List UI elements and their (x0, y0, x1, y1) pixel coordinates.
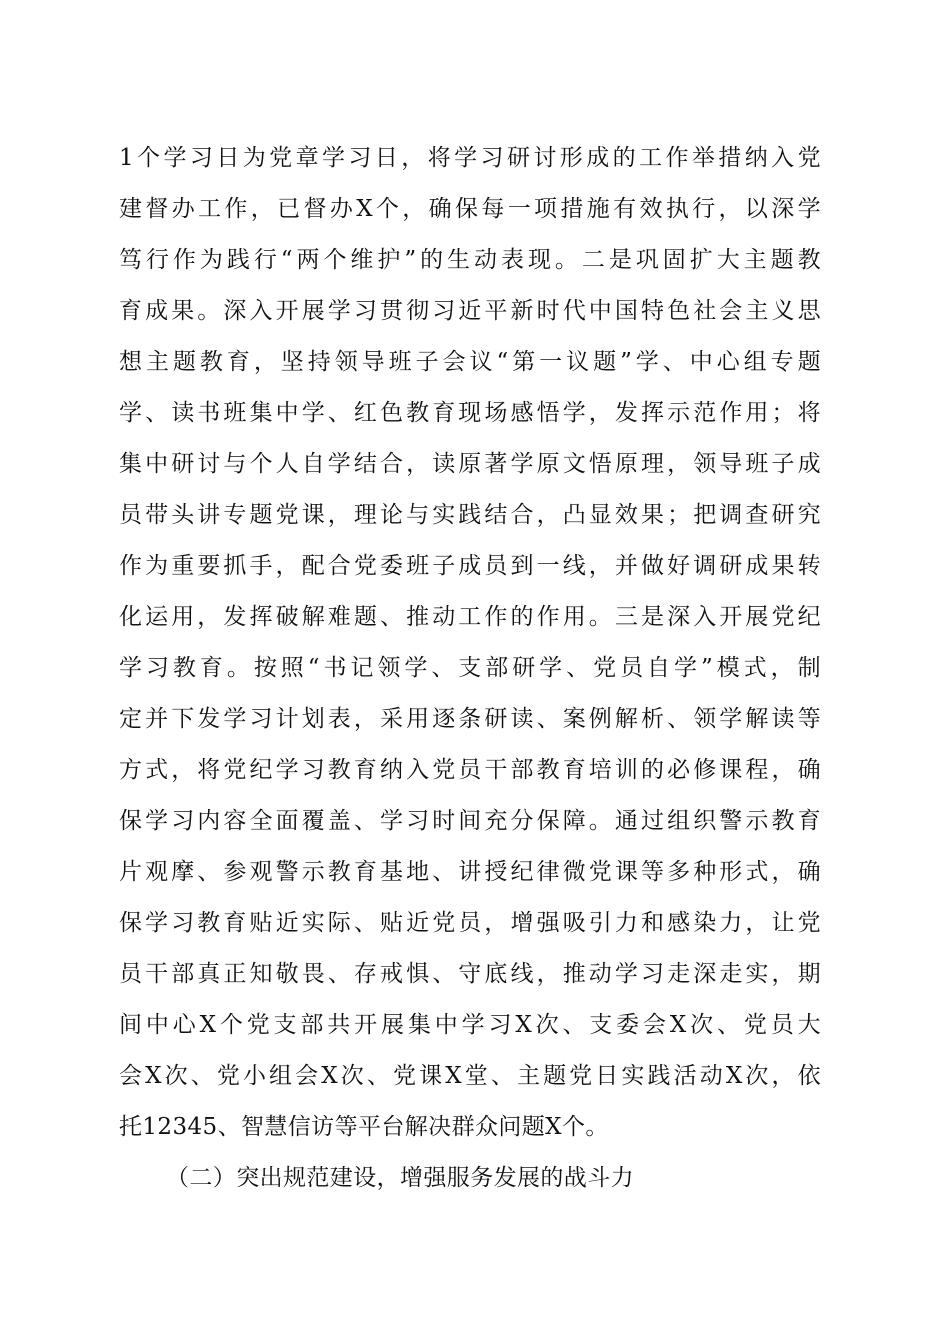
paragraph-line-11: 学习教育。按照“书记领学、支部研学、党员自学”模式，制 (119, 655, 821, 681)
paragraph-line-16: 保学习教育贴近实际、贴近党员，增强吸引力和感染力，让党 (119, 910, 821, 936)
section-heading: （二）突出规范建设，增强服务发展的战斗力 (166, 1165, 634, 1191)
paragraph-line-8: 员带头讲专题党课，理论与实践结合，凸显效果；把调查研究 (119, 502, 821, 528)
paragraph-line-5: 想主题教育，坚持领导班子会议“第一议题”学、中心组专题 (119, 349, 821, 375)
paragraph-line-19: 会X次、党小组会X次、党课X堂、主题党日实践活动X次，依 (119, 1063, 821, 1089)
paragraph-line-1: 1个学习日为党章学习日，将学习研讨形成的工作举措纳入党 (119, 145, 821, 171)
paragraph-line-14: 保学习内容全面覆盖、学习时间充分保障。通过组织警示教育 (119, 808, 821, 834)
paragraph-line-15: 片观摩、参观警示教育基地、讲授纪律微党课等多种形式，确 (119, 859, 821, 885)
paragraph-line-18: 间中心X个党支部共开展集中学习X次、支委会X次、党员大 (119, 1012, 821, 1038)
paragraph-line-13: 方式，将党纪学习教育纳入党员干部教育培训的必修课程，确 (119, 757, 821, 783)
paragraph-line-6: 学、读书班集中学、红色教育现场感悟学，发挥示范作用；将 (119, 400, 821, 426)
paragraph-line-10: 化运用，发挥破解难题、推动工作的作用。三是深入开展党纪 (119, 604, 821, 630)
paragraph-line-7: 集中研讨与个人自学结合，读原著学原文悟原理，领导班子成 (119, 451, 821, 477)
paragraph-line-17: 员干部真正知敬畏、存戒惧、守底线，推动学习走深走实，期 (119, 961, 821, 987)
paragraph-line-12: 定并下发学习计划表，采用逐条研读、案例解析、领学解读等 (119, 706, 821, 732)
paragraph-line-4: 育成果。深入开展学习贯彻习近平新时代中国特色社会主义思 (119, 298, 821, 324)
paragraph-line-20: 托12345、智慧信访等平台解决群众问题X个。 (119, 1114, 609, 1140)
paragraph-line-3: 笃行作为践行“两个维护”的生动表现。二是巩固扩大主题教 (119, 247, 821, 273)
paragraph-line-9: 作为重要抓手，配合党委班子成员到一线，并做好调研成果转 (119, 553, 821, 579)
paragraph-line-2: 建督办工作，已督办X个，确保每一项措施有效执行，以深学 (119, 196, 821, 222)
